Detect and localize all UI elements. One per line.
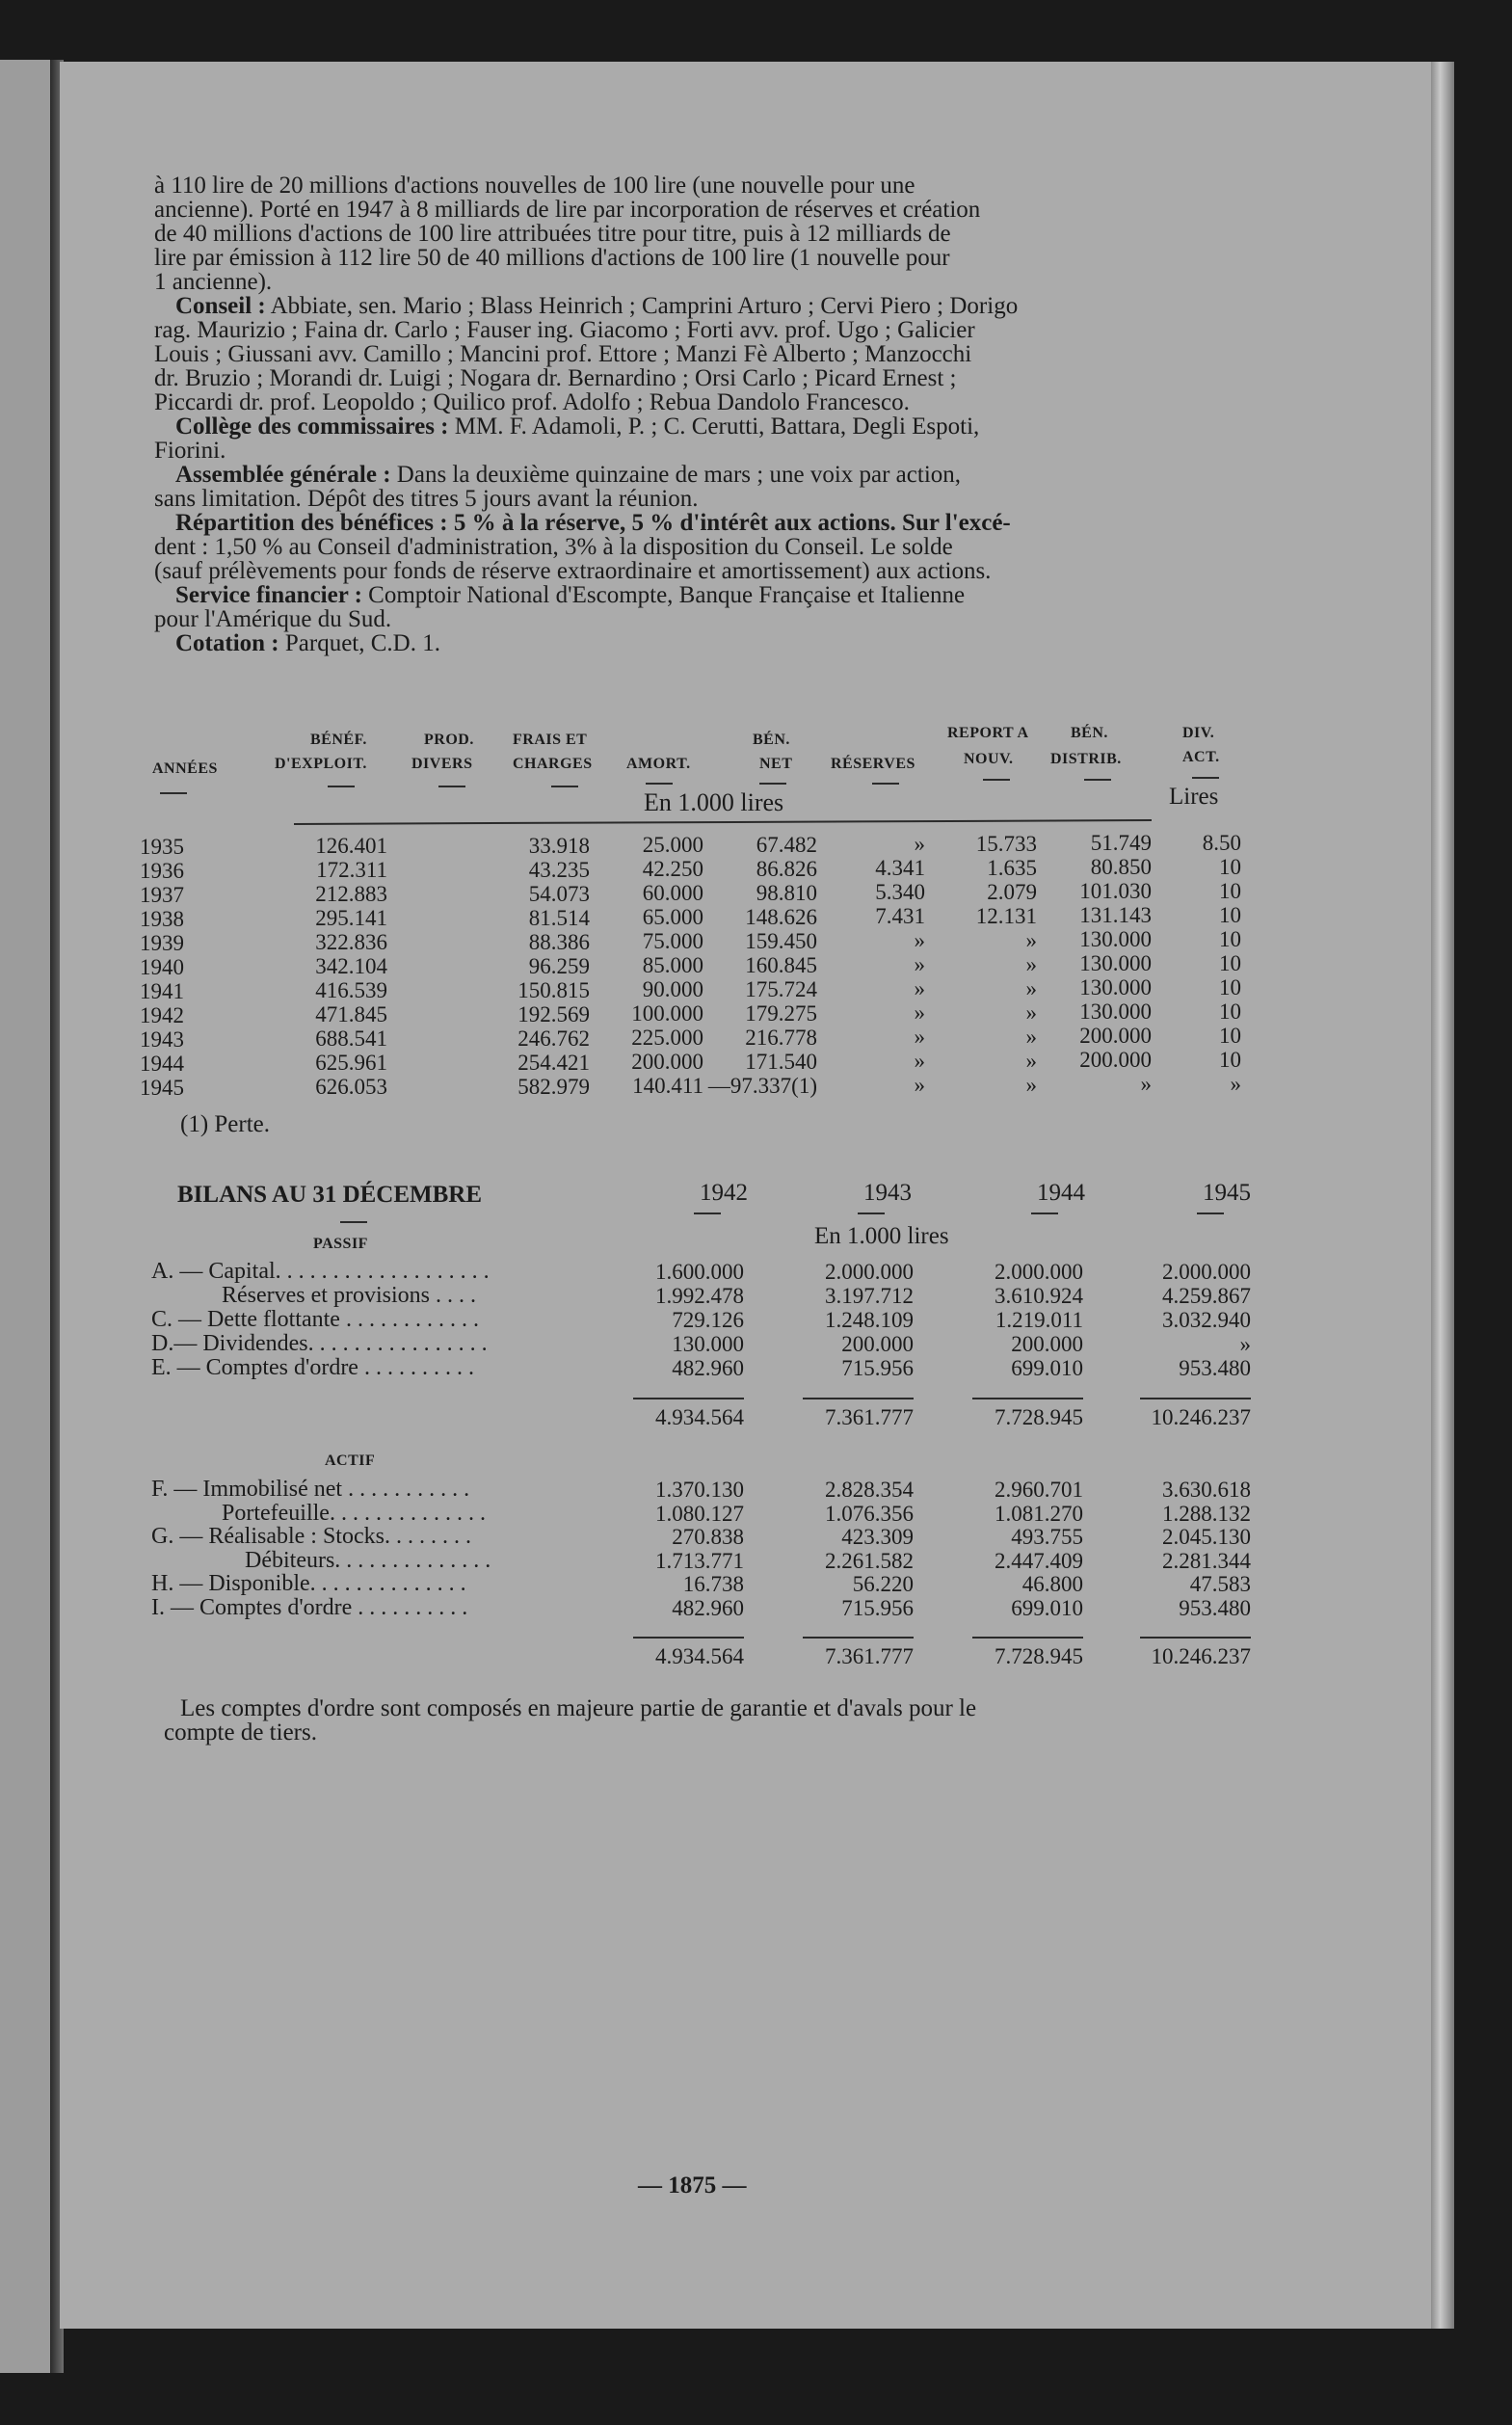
cell-frais: 150.815 <box>517 978 590 1002</box>
total-rule <box>803 1637 914 1639</box>
cell-amort: 42.250 <box>642 857 703 881</box>
actif-value: 56.220 <box>852 1572 914 1596</box>
actif-label: H. — Disponible. . . . . . . . . . . . . . <box>151 1571 466 1596</box>
cell-year: 1935 <box>140 835 184 859</box>
cell-ben-net: 160.845 <box>745 953 817 977</box>
passif-label: E. — Comptes d'ordre . . . . . . . . . . <box>151 1355 474 1380</box>
cell-benef: 126.401 <box>315 834 387 858</box>
total-value: 7.728.945 <box>995 1405 1083 1429</box>
bilans-year: 1942 <box>700 1180 748 1206</box>
cell-report: » <box>1025 928 1037 952</box>
repartition-line: dent : 1,50 % au Conseil d'administration, 3% à la disposition du Conseil. Le solde <box>154 534 953 560</box>
col-header-prod: DIVERS <box>411 756 473 772</box>
actif-value: 482.960 <box>672 1595 744 1620</box>
passif-value: 1.600.000 <box>655 1260 744 1284</box>
passif-value: 482.960 <box>672 1356 744 1380</box>
cell-div: 10 <box>1219 903 1241 927</box>
cell-ben-net: 171.540 <box>745 1050 817 1074</box>
cell-year: 1939 <box>140 931 184 955</box>
passif-value: 1.248.109 <box>825 1308 914 1332</box>
cell-benef: 212.883 <box>315 882 387 906</box>
bilans-year: 1943 <box>863 1180 912 1206</box>
header-dash <box>160 792 187 794</box>
cotation-line <box>154 631 1245 655</box>
col-header-ben-net: BÉN. <box>753 732 790 748</box>
cell-benef: 295.141 <box>315 906 387 930</box>
cell-ben-distrib: 200.000 <box>1079 1024 1152 1048</box>
total-rule <box>972 1398 1083 1399</box>
col-header-annees: ANNÉES <box>152 760 218 777</box>
conseil-line: dr. Bruzio ; Morandi dr. Luigi ; Nogara dr. Bernardino ; Orsi Carlo ; Picard Ernest ; <box>154 365 957 391</box>
cell-amort: 90.000 <box>642 977 703 1001</box>
header-dash <box>983 779 1010 781</box>
actif-value: 16.738 <box>682 1572 744 1596</box>
actif-value: 270.838 <box>672 1525 744 1549</box>
cell-frais: 582.979 <box>517 1075 590 1099</box>
col-header-report: REPORT A <box>947 725 1029 741</box>
total-value: 7.361.777 <box>825 1644 914 1668</box>
actif-value: 1.081.270 <box>995 1501 1083 1526</box>
bilans-year: 1945 <box>1203 1180 1251 1206</box>
header-dash <box>1084 779 1111 781</box>
cell-div: 10 <box>1219 855 1241 879</box>
passif-value: 200.000 <box>1011 1332 1083 1356</box>
cell-year: 1940 <box>140 955 184 979</box>
cell-div: 10 <box>1219 1048 1241 1072</box>
col-header-amort: AMORT. <box>626 756 691 772</box>
cell-frais: 54.073 <box>528 882 590 906</box>
passif-value: 699.010 <box>1011 1356 1083 1380</box>
cell-report: 2.079 <box>987 880 1037 904</box>
passif-label: A. — Capital. . . . . . . . . . . . . . . . . . . <box>151 1259 490 1284</box>
total-rule <box>972 1637 1083 1639</box>
passif-label: Réserves et provisions . . . . <box>222 1283 476 1308</box>
passif-title: PASSIF <box>313 1236 368 1252</box>
actif-value: 2.828.354 <box>825 1478 914 1502</box>
cell-ben-distrib: 131.143 <box>1079 903 1152 927</box>
total-value: 4.934.564 <box>655 1644 744 1668</box>
passif-value: 2.000.000 <box>825 1260 914 1284</box>
year-dash <box>1197 1212 1224 1214</box>
table1-unit-div: Lires <box>1169 784 1219 810</box>
passif-value: 130.000 <box>672 1332 744 1356</box>
total-value: 10.246.237 <box>1151 1405 1251 1429</box>
cell-benef: 625.961 <box>315 1051 387 1075</box>
cell-year: 1942 <box>140 1003 184 1027</box>
cell-frais: 96.259 <box>528 954 590 978</box>
header-dash <box>438 786 465 787</box>
cell-ben-net: 67.482 <box>756 833 817 857</box>
total-rule <box>1140 1637 1251 1639</box>
total-value: 10.246.237 <box>1151 1644 1251 1668</box>
conseil-line <box>154 294 1245 318</box>
conseil-label: Conseil : <box>175 293 266 319</box>
table1-unit: En 1.000 lires <box>644 788 784 816</box>
passif-value: 715.956 <box>841 1356 914 1380</box>
cell-report: » <box>1025 1025 1037 1049</box>
cell-ben-net: 86.826 <box>756 857 817 881</box>
cell-ben-net: 159.450 <box>745 929 817 953</box>
cell-amort: 60.000 <box>642 881 703 905</box>
cell-frais: 81.514 <box>528 906 590 930</box>
cell-amort: 65.000 <box>642 905 703 929</box>
year-dash <box>1031 1212 1058 1214</box>
actif-value: 1.076.356 <box>825 1501 914 1526</box>
passif-value: 4.259.867 <box>1162 1284 1251 1308</box>
actif-value: 1.370.130 <box>655 1478 744 1502</box>
header-dash <box>1192 777 1219 779</box>
cell-report: » <box>1025 1000 1037 1025</box>
adjacent-page-edge <box>0 60 50 2373</box>
passif-value: 1.219.011 <box>995 1308 1083 1332</box>
col-header-ben-distrib: DISTRIB. <box>1050 751 1122 767</box>
year-dash <box>694 1212 721 1214</box>
service-line <box>154 583 1245 607</box>
actif-label: Débiteurs. . . . . . . . . . . . . . <box>245 1547 491 1573</box>
cell-report: » <box>1025 1049 1037 1073</box>
cell-amort: 100.000 <box>631 1001 703 1026</box>
actif-label: G. — Réalisable : Stocks. . . . . . . . <box>151 1524 471 1549</box>
cell-benef: 626.053 <box>315 1075 387 1099</box>
cell-ben-distrib: 130.000 <box>1079 927 1152 951</box>
col-header-report: NOUV. <box>964 751 1014 767</box>
cell-amort: 85.000 <box>642 953 703 977</box>
service-text: Comptoir National d'Escompte, Banque Française et Italienne <box>368 582 966 608</box>
footnote-line: compte de tiers. <box>164 1719 317 1745</box>
assemblee-text: Dans la deuxième quinzaine de mars ; une voix par action, <box>396 462 962 488</box>
passif-value: 2.000.000 <box>995 1260 1083 1284</box>
total-rule <box>803 1398 914 1399</box>
col-header-frais: FRAIS ET <box>513 732 588 748</box>
cell-report: » <box>1025 1073 1037 1097</box>
cell-reserves: » <box>914 928 925 952</box>
col-header-reserves: RÉSERVES <box>831 756 915 772</box>
college-label: Collège des commissaires : <box>175 413 449 440</box>
passif-label: D.— Dividendes. . . . . . . . . . . . . . . . <box>151 1331 488 1356</box>
service-label: Service financier : <box>175 582 362 608</box>
total-value: 7.361.777 <box>825 1405 914 1429</box>
actif-value: 1.288.132 <box>1162 1501 1251 1526</box>
cell-year: 1941 <box>140 979 184 1003</box>
cell-div: 10 <box>1219 879 1241 903</box>
college-line: Fiorini. <box>154 438 226 464</box>
cell-year: 1938 <box>140 907 184 931</box>
col-header-div: ACT. <box>1182 749 1220 765</box>
page-edge <box>1431 62 1454 2329</box>
cell-frais: 254.421 <box>517 1051 590 1075</box>
bilans-title: BILANS AU 31 DÉCEMBRE <box>177 1182 483 1208</box>
col-header-benef: D'EXPLOIT. <box>275 756 367 772</box>
bilans-year: 1944 <box>1037 1180 1085 1206</box>
passif-value: 729.126 <box>672 1308 744 1332</box>
actif-value: 2.261.582 <box>825 1548 914 1573</box>
cell-reserves: » <box>914 1000 925 1025</box>
cell-ben-distrib: 51.749 <box>1090 831 1152 855</box>
cell-amort: 75.000 <box>642 929 703 953</box>
actif-label: F. — Immobilisé net . . . . . . . . . . . <box>151 1477 470 1502</box>
actif-value: 47.583 <box>1189 1572 1251 1596</box>
cell-year: 1937 <box>140 883 184 907</box>
col-header-prod: PROD. <box>424 732 474 748</box>
cell-ben-net: 98.810 <box>756 881 817 905</box>
intro-line: de 40 millions d'actions de 100 lire attribuées titre pour titre, puis à 12 milliards de <box>154 221 951 247</box>
passif-value: 2.000.000 <box>1162 1260 1251 1284</box>
cell-report: » <box>1025 952 1037 976</box>
actif-label: I. — Comptes d'ordre . . . . . . . . . . <box>151 1594 468 1620</box>
col-header-ben-net: NET <box>759 756 793 772</box>
assemblee-line <box>154 463 1245 487</box>
actif-value: 1.080.127 <box>655 1501 744 1526</box>
actif-value: 2.447.409 <box>995 1548 1083 1573</box>
actif-title: ACTIF <box>325 1452 376 1469</box>
actif-value: 3.630.618 <box>1162 1478 1251 1502</box>
passif-value: 953.480 <box>1179 1356 1251 1380</box>
repartition-line: (sauf prélèvements pour fonds de réserve extraordinaire et amortissement) aux actions. <box>154 558 992 584</box>
conseil-line: Piccardi dr. prof. Leopoldo ; Quilico prof. Adolfo ; Rebua Dandolo Francesco. <box>154 389 910 415</box>
cell-benef: 322.836 <box>315 930 387 954</box>
cell-ben-net: 216.778 <box>745 1026 817 1050</box>
cell-reserves: » <box>914 1049 925 1073</box>
table1-note: (1) Perte. <box>180 1111 271 1137</box>
conseil-line: rag. Maurizio ; Faina dr. Carlo ; Fauser ing. Giacomo ; Forti avv. prof. Ugo ; Galicier <box>154 317 975 343</box>
bilans-unit: En 1.000 lires <box>814 1223 949 1249</box>
cell-reserves: » <box>914 832 925 856</box>
col-header-benef: BÉNÉF. <box>310 732 367 748</box>
year-dash <box>858 1212 885 1214</box>
cell-div: 10 <box>1219 1024 1241 1048</box>
intro-line: à 110 lire de 20 millions d'actions nouvelles de 100 lire (une nouvelle pour une <box>154 173 915 199</box>
actif-value: 699.010 <box>1011 1595 1083 1620</box>
cell-year: 1943 <box>140 1027 184 1052</box>
header-dash <box>328 786 355 787</box>
col-header-ben-distrib: BÉN. <box>1071 725 1108 741</box>
passif-value: » <box>1239 1332 1251 1356</box>
cell-report: 15.733 <box>975 832 1037 856</box>
service-line: pour l'Amérique du Sud. <box>154 606 392 632</box>
intro-line: 1 ancienne). <box>154 269 273 295</box>
footnote-line: Les comptes d'ordre sont composés en majeure partie de garantie et d'avals pour le <box>180 1695 977 1721</box>
cell-reserves: » <box>914 1073 925 1097</box>
cell-reserves: » <box>914 952 925 976</box>
cell-div: 8.50 <box>1202 831 1241 855</box>
cell-frais: 246.762 <box>517 1026 590 1051</box>
cell-ben-net: 179.275 <box>745 1001 817 1026</box>
actif-value: 2.045.130 <box>1162 1525 1251 1549</box>
college-text: MM. F. Adamoli, P. ; C. Cerutti, Battara, Degli Espoti, <box>454 413 980 440</box>
cotation-value: Parquet, C.D. 1. <box>284 630 440 656</box>
assemblee-label: Assemblée générale : <box>175 462 391 488</box>
cell-reserves: 4.341 <box>875 856 925 880</box>
total-value: 7.728.945 <box>995 1644 1083 1668</box>
actif-value: 423.309 <box>841 1525 914 1549</box>
cell-report: » <box>1025 976 1037 1000</box>
cell-benef: 172.311 <box>316 858 387 882</box>
cell-benef: 342.104 <box>315 954 387 978</box>
actif-value: 953.480 <box>1179 1595 1251 1620</box>
cell-reserves: 5.340 <box>875 880 925 904</box>
header-dash <box>646 783 673 785</box>
cell-ben-net: 148.626 <box>745 905 817 929</box>
total-rule <box>633 1398 744 1399</box>
passif-label: C. — Dette flottante . . . . . . . . . . . . <box>151 1307 479 1332</box>
cell-frais: 33.918 <box>528 834 590 858</box>
total-rule <box>633 1637 744 1639</box>
cell-frais: 88.386 <box>528 930 590 954</box>
passif-value: 3.197.712 <box>825 1284 914 1308</box>
assemblee-line: sans limitation. Dépôt des titres 5 jours avant la réunion. <box>154 486 699 512</box>
cell-reserves: 7.431 <box>875 904 925 928</box>
passif-value: 3.610.924 <box>995 1284 1083 1308</box>
college-line <box>154 414 1245 439</box>
header-dash <box>759 783 786 785</box>
conseil-text: Abbiate, sen. Mario ; Blass Heinrich ; Camprini Arturo ; Cervi Piero ; Dorigo <box>270 293 1019 319</box>
cell-div: » <box>1230 1072 1241 1096</box>
cell-frais: 192.569 <box>517 1002 590 1026</box>
actif-value: 46.800 <box>1021 1572 1083 1596</box>
repartition-label: Répartition des bénéfices : 5 % à la réserve, 5 % d'intérêt aux actions. Sur l'excé- <box>175 510 1011 536</box>
header-dash <box>872 783 899 785</box>
cell-amort: 200.000 <box>631 1050 703 1074</box>
cell-ben-distrib: 130.000 <box>1079 975 1152 999</box>
intro-paragraph <box>154 173 1245 655</box>
col-header-div: DIV. <box>1182 725 1215 741</box>
passif-value: 3.032.940 <box>1162 1308 1251 1332</box>
cell-div: 10 <box>1219 927 1241 951</box>
cell-reserves: » <box>914 976 925 1000</box>
cell-ben-distrib: 130.000 <box>1079 951 1152 975</box>
cotation-label: Cotation : <box>175 630 279 656</box>
actif-value: 715.956 <box>841 1595 914 1620</box>
intro-line: ancienne). Porté en 1947 à 8 milliards de lire par incorporation de réserves et création <box>154 197 981 223</box>
actif-label: Portefeuille. . . . . . . . . . . . . . <box>222 1500 486 1526</box>
cell-amort: 25.000 <box>642 833 703 857</box>
cell-div: 10 <box>1219 999 1241 1024</box>
cell-amort: 225.000 <box>631 1026 703 1050</box>
cell-div: 10 <box>1219 975 1241 999</box>
repartition-line <box>154 511 1245 535</box>
cell-reserves: » <box>914 1025 925 1049</box>
passif-dash <box>340 1221 367 1223</box>
cell-amort: 140.411 <box>632 1074 703 1098</box>
cell-year: 1945 <box>140 1076 184 1100</box>
page-number: — 1875 — <box>638 2172 747 2198</box>
cell-ben-net: —97.337(1) <box>707 1074 817 1098</box>
actif-value: 1.713.771 <box>655 1548 744 1573</box>
total-rule <box>1140 1398 1251 1399</box>
cell-ben-distrib: 200.000 <box>1079 1048 1152 1072</box>
actif-value: 493.755 <box>1011 1525 1083 1549</box>
actif-value: 2.960.701 <box>995 1478 1083 1502</box>
cell-report: 1.635 <box>987 856 1037 880</box>
header-dash <box>551 786 578 787</box>
total-value: 4.934.564 <box>655 1405 744 1429</box>
passif-value: 1.992.478 <box>655 1284 744 1308</box>
cell-ben-distrib: 80.850 <box>1090 855 1152 879</box>
cell-frais: 43.235 <box>528 858 590 882</box>
conseil-line: Louis ; Giussani avv. Camillo ; Mancini prof. Ettore ; Manzi Fè Alberto ; Manzocchi <box>154 341 972 367</box>
col-header-frais: CHARGES <box>513 756 593 772</box>
cell-benef: 471.845 <box>315 1002 387 1026</box>
intro-line: lire par émission à 112 lire 50 de 40 millions d'actions de 100 lire (1 nouvelle pour <box>154 245 950 271</box>
cell-ben-net: 175.724 <box>745 977 817 1001</box>
cell-ben-distrib: » <box>1140 1072 1152 1096</box>
cell-year: 1944 <box>140 1052 184 1076</box>
actif-value: 2.281.344 <box>1162 1548 1251 1573</box>
cell-year: 1936 <box>140 859 184 883</box>
passif-value: 200.000 <box>841 1332 914 1356</box>
cell-ben-distrib: 101.030 <box>1079 879 1152 903</box>
cell-div: 10 <box>1219 951 1241 975</box>
cell-benef: 688.541 <box>315 1026 387 1051</box>
cell-ben-distrib: 130.000 <box>1079 999 1152 1024</box>
cell-benef: 416.539 <box>315 978 387 1002</box>
cell-report: 12.131 <box>975 904 1037 928</box>
